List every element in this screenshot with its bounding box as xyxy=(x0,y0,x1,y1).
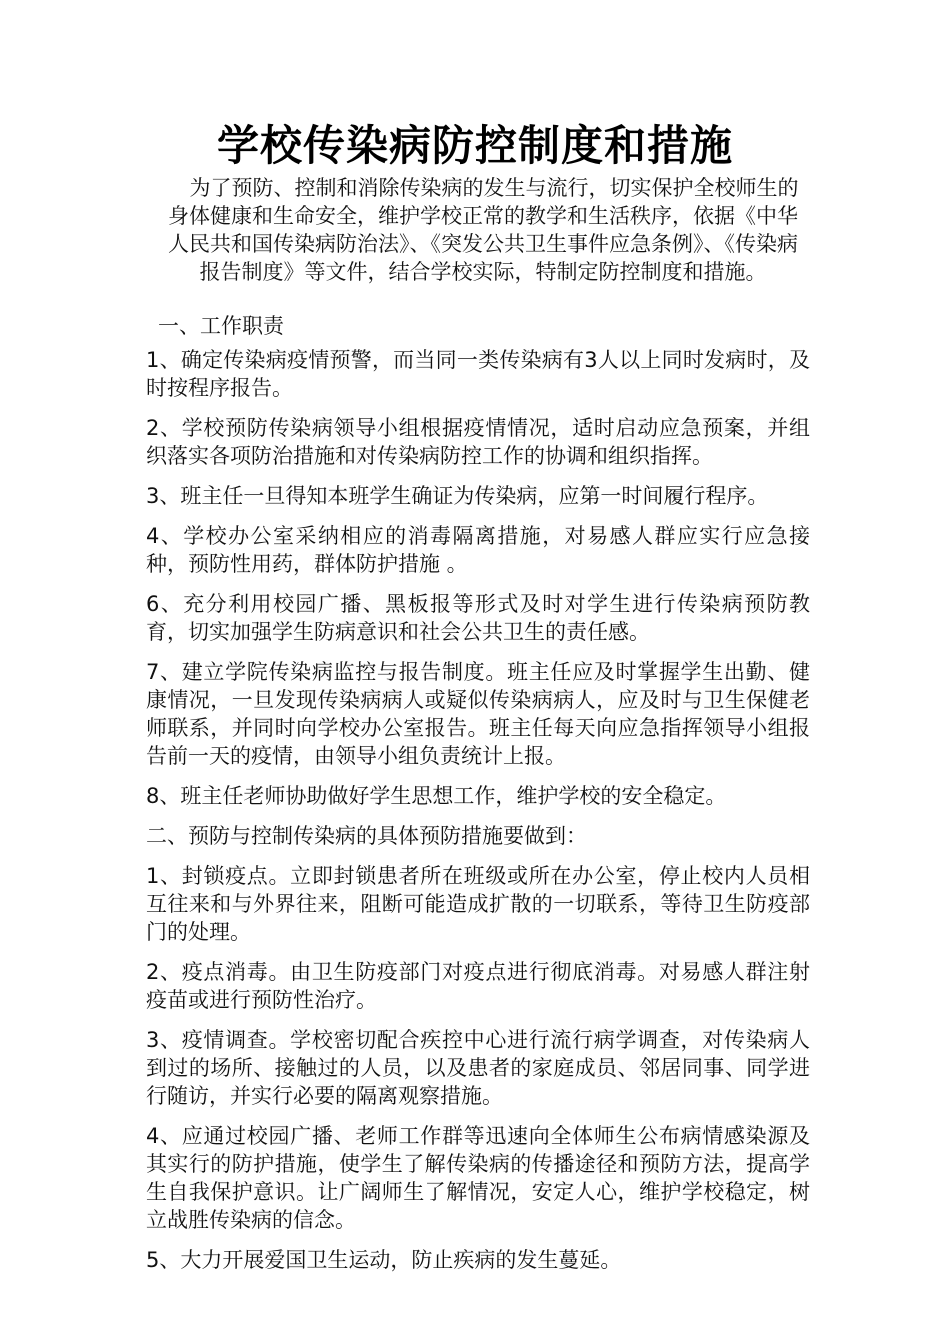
section-1-item: 8、班主任老师协助做好学生思想工作，维护学校的安全稳定。 xyxy=(146,784,727,808)
section-2-item: 3、疫情调查。学校密切配合疾控中心进行流行病学调查，对传染病人到过的场所、接触过的人员，以及患者的家庭成员、邻居同事、同学进行随访，并实行必要的隔离观察措施。 xyxy=(146,1028,810,1108)
section-2-item: 4、应通过校园广播、老师工作群等迅速向全体师生公布病情感染源及其实行的防护措施，使学生了解传染病的传播途径和预防方法，提高学生自我保护意识。让广阔师生了解情况，安定人心，维护学校稳定，树立战胜传染病的信念。 xyxy=(146,1124,810,1232)
section-1-item: 6、充分利用校园广播、黑板报等形式及时对学生进行传染病预防教育，切实加强学生防病意识和社会公共卫生的责任感。 xyxy=(146,592,810,644)
document-title: 学校传染病防控制度和措施 xyxy=(216,121,733,170)
intro-paragraph xyxy=(160,174,806,286)
document-body xyxy=(146,346,810,1286)
section-1-item: 3、班主任一旦得知本班学生确证为传染病，应第一时间履行程序。 xyxy=(146,484,769,508)
section-1-heading: 一、工作职责 xyxy=(158,314,284,338)
section-2-heading: 二、预防与控制传染病的具体预防措施要做到： xyxy=(146,824,587,848)
section-1-item: 2、学校预防传染病领导小组根据疫情情况，适时启动应急预案，并组织落实各项防治措施和对传染病防控工作的协调和组织指挥。 xyxy=(146,416,810,468)
intro-text: 为了预防、控制和消除传染病的发生与流行，切实保护全校师生的身体健康和生命安全，维护学校正常的教学和生活秩序，依据《中华人民共和国传染病防治法》、《突发公共卫生事件应急条例》、《传染病报告制度》等文件，结合学校实际，特制定防控制度和措施。 xyxy=(168,176,799,284)
section-2-item: 5、大力开展爱国卫生运动，防止疾病的发生蔓延。 xyxy=(146,1248,622,1272)
section-2-item: 1、封锁疫点。立即封锁患者所在班级或所在办公室，停止校内人员相互往来和与外界往来，阻断可能造成扩散的一切联系，等待卫生防疫部门的处理。 xyxy=(146,864,810,944)
section-1-item: 1、确定传染病疫情预警，而当同一类传染病有3人以上同时发病时，及时按程序报告。 xyxy=(146,348,810,400)
section-2-item: 2、疫点消毒。由卫生防疫部门对疫点进行彻底消毒。对易感人群注射疫苗或进行预防性治疗。 xyxy=(146,960,810,1012)
section-1-item: 4、学校办公室采纳相应的消毒隔离措施，对易感人群应实行应急接种，预防性用药，群体防护措施 。 xyxy=(146,524,810,576)
section-1-item: 7、建立学院传染病监控与报告制度。班主任应及时掌握学生出勤、健康情况，一旦发现传染病病人或疑似传染病病人，应及时与卫生保健老师联系，并同时向学校办公室报告。班主任每天向应急指挥领导小组报告前一天的疫情，由领导小组负责统计上报。 xyxy=(146,660,810,768)
